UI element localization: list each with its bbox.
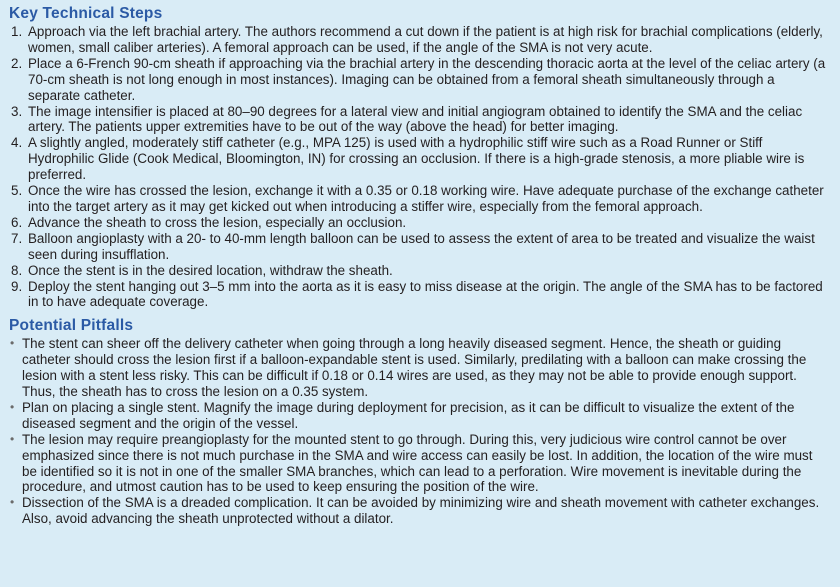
list-item — [9, 336, 826, 400]
item-text: Once the wire has crossed the lesion, exchange it with a 0.35 or 0.18 working wire. Have adequate purchase of the exchange catheter into the target artery as it may get kicked out when introducing a stiffer wire, especially from the femoral approach. — [28, 183, 824, 214]
item-text: The lesion may require preangioplasty for the mounted stent to go through. During this, very judicious wire control cannot be over emphasized since there is not much purchase in the SMA and wire access can easily be lost. In addition, the location of the wire must be identified so it is not in one of the smaller SMA branches, which can lead to a perforation. Wire movement is inevitable during the procedure, and utmost caution has to be used to keep ensuring the position of the wire. — [22, 431, 813, 495]
bullet-icon: • — [10, 336, 15, 351]
item-text: Approach via the left brachial artery. The authors recommend a cut down if the patient is at high risk for brachial complications (elderly, women, small caliber arteries). A femoral approach can be used, if the angle of the SMA is not very acute. — [28, 24, 823, 55]
key-steps-heading: Key Technical Steps — [9, 5, 163, 22]
item-text: The image intensifier is placed at 80–90 degrees for a lateral view and initial angiogram obtained to identify the SMA and the celiac artery. The patients upper extremities have to be out of the way (above the head) for better imaging. — [28, 103, 803, 135]
item-number: 6. — [11, 214, 23, 230]
list-item — [9, 495, 826, 527]
item-text: Place a 6-French 90-cm sheath if approaching via the brachial artery in the descending thoracic aorta at the level of the celiac artery (a 70-cm sheath is not long enough in most instances). Imaging can be obtained from a femoral sheath simultaneously through a separate catheter. — [28, 55, 826, 103]
item-number: 1. — [11, 24, 23, 39]
list-item — [9, 24, 826, 56]
list-item — [9, 231, 826, 263]
list-item — [9, 215, 826, 231]
item-number: 9. — [11, 278, 23, 294]
item-text: Once the stent is in the desired location, withdraw the sheath. — [28, 262, 393, 278]
item-text: Balloon angioplasty with a 20- to 40-mm length balloon can be used to assess the extent of area to be treated and visualize the waist seen during insufflation. — [28, 230, 815, 262]
list-item — [9, 56, 826, 104]
item-text: Advance the sheath to cross the lesion, especially an occlusion. — [28, 214, 407, 230]
key-steps-list — [9, 24, 826, 310]
list-item — [9, 135, 826, 183]
list-item — [9, 279, 826, 311]
item-text: Dissection of the SMA is a dreaded complication. It can be avoided by minimizing wire and sheath movement with catheter exchanges. Also, avoid advancing the sheath unprotected without a dilator. — [22, 495, 820, 527]
pitfalls-list — [9, 336, 826, 527]
item-text: The stent can sheer off the delivery catheter when going through a long heavily diseased segment. Hence, the sheath or guiding catheter should cross the lesion first if a balloon-expandable stent is used. Similarly, predilating with a balloon can make crossing the lesion with a stent less risky. This can be difficult if 0.18 or 0.14 wires are used, as they may not be able to provide enough support. Thus, the sheath has to cross the lesion on a 0.35 system. — [22, 336, 807, 400]
item-text: A slightly angled, moderately stiff catheter (e.g., MPA 125) is used with a hydrophilic stiff wire such as a Road Runner or Stiff Hydrophilic Glide (Cook Medical, Bloomington, IN) for crossing an occlusion. If there is a high-grade stenosis, a more pliable wire is preferred. — [28, 135, 805, 183]
list-item — [9, 104, 826, 136]
item-text: Deploy the stent hanging out 3–5 mm into the aorta as it is easy to miss disease at the origin. The angle of the SMA has to be factored in to have adequate coverage. — [28, 278, 823, 310]
bullet-icon: • — [10, 495, 15, 510]
list-item — [9, 263, 826, 279]
bullet-icon: • — [10, 399, 15, 414]
list-item — [9, 183, 826, 215]
list-item — [9, 432, 826, 496]
item-number: 2. — [11, 55, 23, 71]
pitfalls-heading: Potential Pitfalls — [9, 317, 134, 335]
item-number: 8. — [11, 262, 23, 278]
item-number: 3. — [11, 103, 23, 119]
item-number: 5. — [11, 183, 23, 199]
item-number: 7. — [11, 230, 23, 246]
item-text: Plan on placing a single stent. Magnify the image during deployment for precision, as it can be difficult to visualize the extent of the diseased segment and the origin of the vessel. — [22, 399, 795, 431]
list-item — [9, 400, 826, 432]
item-number: 4. — [11, 135, 23, 151]
bullet-icon: • — [10, 431, 15, 446]
